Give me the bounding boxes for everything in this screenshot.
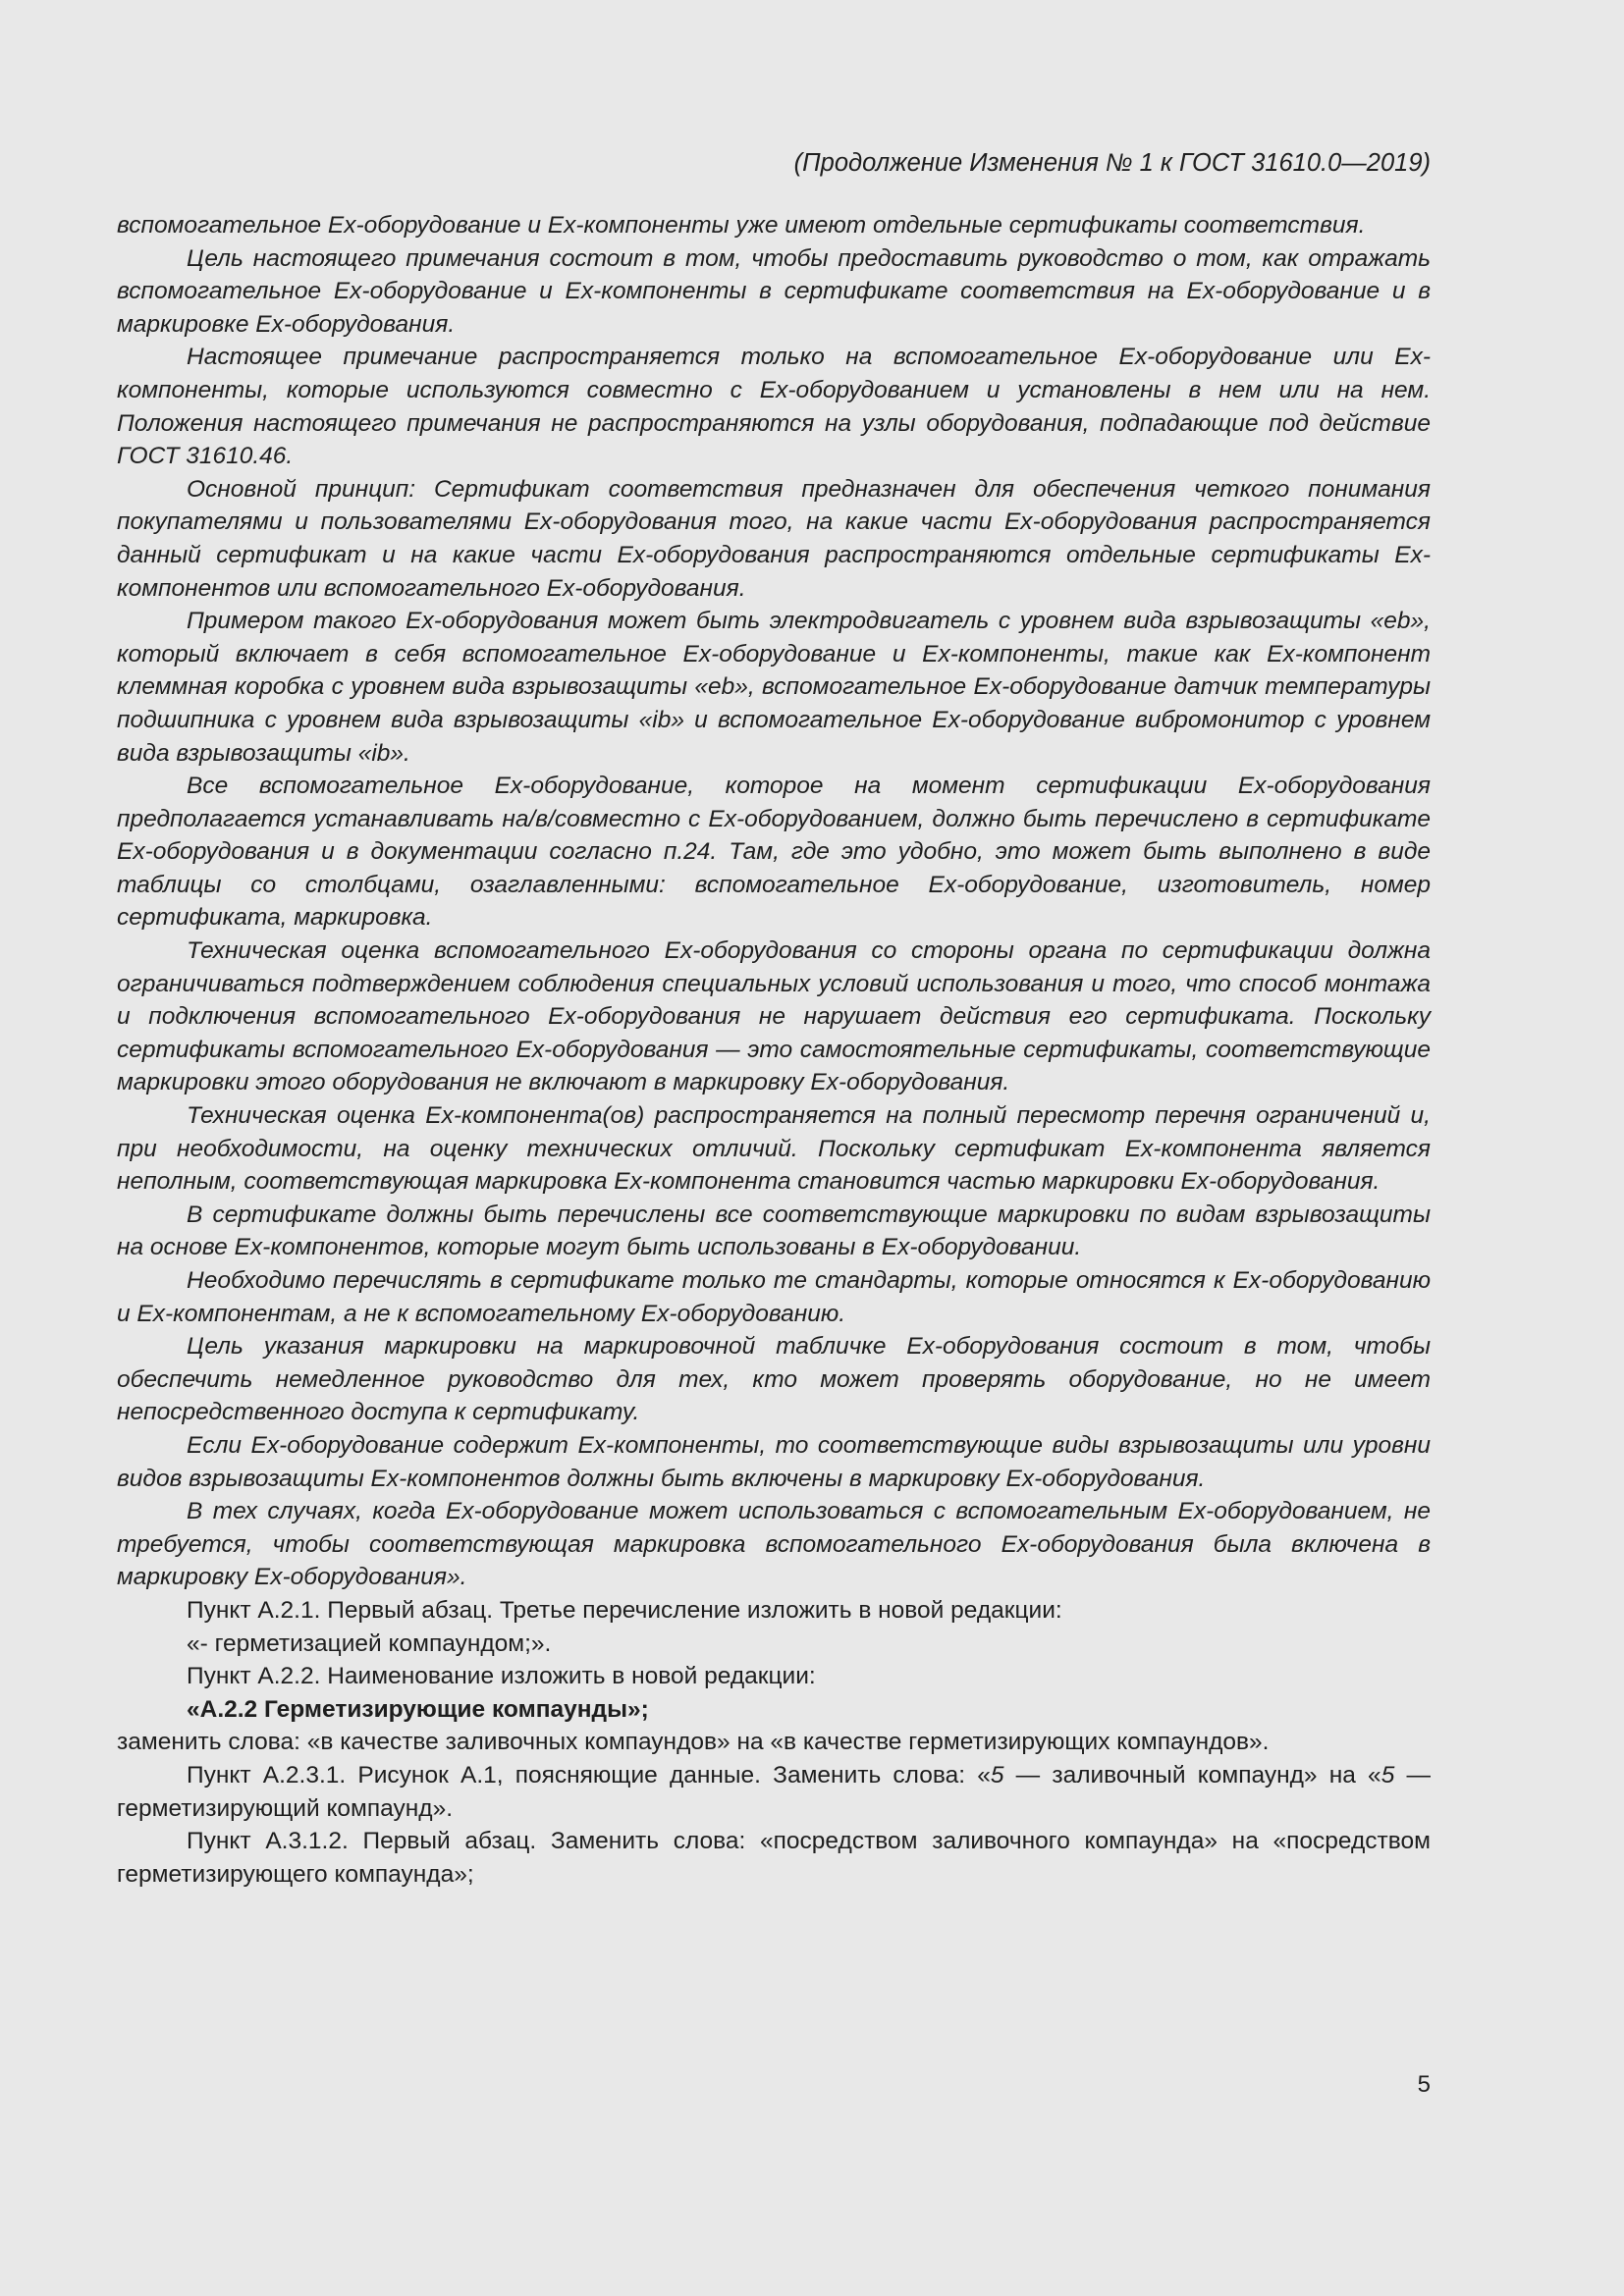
amendment-a222-replace: заменить слова: «в качестве заливочных компаундов» на «в качестве герметизирующих компаундов». <box>117 1729 1270 1756</box>
amendment-a2231-suffix: — герметизирующий компаунд». <box>117 1761 1432 1822</box>
note-paragraph: Основной принцип: Сертификат соответствия предназначен для обеспечения четкого понимания покупателями и пользователями Ex-оборудования того, на какие части Ex-оборудования распространяется данный сертификат и на какие части Ex-оборудования распространяются отдельные сертификаты Ex-компонентов или вспомогательного Ex-оборудования. <box>117 475 1431 602</box>
note-paragraph: Все вспомогательное Ex-оборудование, которое на момент сертификации Ex-оборудования предполагается устанавливать на/в/совместно с Ex-оборудованием, должно быть перечислено в сертификате Ex-оборудования и в документации согласно п.24. Там, где это удобно, это может быть выполнено в виде таблицы со столбцами, озаглавленными: вспомогательное Ex-оборудование, изготовитель, номер сертификата, маркировка. <box>117 773 1431 932</box>
figure-item-number: 5 <box>990 1761 1004 1789</box>
amendment-a312: Пункт А.3.1.2. Первый абзац. Заменить слова: «посредством заливочного компаунда» на «посредством герметизирующего компаунда»; <box>117 1828 1431 1888</box>
note-paragraph: Техническая оценка вспомогательного Ex-оборудования со стороны органа по сертификации должна ограничиваться подтверждением соблюдения специальных условий использования и того, что способ монтажа и подключения вспомогательного Ex-оборудования не нарушает действия его сертификата. Поскольку сертификаты вспомогательного Ex-оборудования — это самостоятельные сертификаты, соответствующие маркировки этого оборудования не включают в маркировку Ex-оборудования. <box>117 937 1431 1096</box>
note-paragraph: В сертификате должны быть перечислены все соответствующие маркировки по видам взрывозащиты на основе Ex-компонентов, которые могут быть использованы в Ex-оборудовании. <box>117 1201 1431 1261</box>
note-paragraph: Цель указания маркировки на маркировочной табличке Ex-оборудования состоит в том, чтобы обеспечить немедленное руководство для тех, кто может проверять оборудование, но не имеет непосредственного доступа к сертификату. <box>117 1333 1431 1426</box>
amendment-a2231-prefix: Пункт А.2.3.1. Рисунок А.1, поясняющие данные. Заменить слова: « <box>187 1761 991 1789</box>
note-paragraph: Необходимо перечислять в сертификате только те стандарты, которые относятся к Ex-оборудованию и Ex-компонентам, а не к вспомогательному Ex-оборудованию. <box>117 1267 1431 1327</box>
amendment-a221-quote: «- герметизацией компаундом;». <box>187 1629 552 1657</box>
note-paragraph: Настоящее примечание распространяется только на вспомогательное Ex-оборудование или Ex-компоненты, которые используются совместно с Ex-оборудованием и установлены в нем или на нем. Положения настоящего примечания не распространяются на узлы оборудования, подпадающие под действие ГОСТ 31610.46. <box>117 344 1431 470</box>
page-header: (Продолжение Изменения № 1 к ГОСТ 31610.0—2019) <box>793 149 1431 177</box>
note-paragraph: вспомогательное Ex-оборудование и Ex-компоненты уже имеют отдельные сертификаты соответствия. <box>117 212 1366 239</box>
note-paragraph: Если Ex-оборудование содержит Ex-компоненты, то соответствующие виды взрывозащиты или уровни видов взрывозащиты Ex-компонентов должны быть включены в маркировку Ex-оборудования. <box>117 1431 1431 1492</box>
document-body <box>117 209 1431 1891</box>
amendment-a2231-mid: — заливочный компаунд» на « <box>1003 1761 1381 1789</box>
amendment-a222: Пункт А.2.2. Наименование изложить в новой редакции: <box>187 1663 816 1690</box>
note-paragraph: Цель настоящего примечания состоит в том, чтобы предоставить руководство о том, как отражать вспомогательное Ex-оборудование и Ex-компоненты в сертификате соответствия на Ex-оборудование и в маркировке Ex-оборудования. <box>117 244 1431 338</box>
page-number: 5 <box>1417 2071 1431 2098</box>
amendment-a221: Пункт А.2.1. Первый абзац. Третье перечисление изложить в новой редакции: <box>187 1596 1062 1624</box>
note-paragraph: Техническая оценка Ex-компонента(ов) распространяется на полный пересмотр перечня ограничений и, при необходимости, на оценку технических отличий. Поскольку сертификат Ex-компонента является неполным, соответствующая маркировка Ex-компонента становится частью маркировки Ex-оборудования. <box>117 1102 1431 1196</box>
note-paragraph: В тех случаях, когда Ex-оборудование может использоваться с вспомогательным Ex-оборудованием, не требуется, чтобы соответствующая маркировка вспомогательного Ex-оборудования была включена в маркировку Ex-оборудования». <box>117 1498 1431 1591</box>
note-paragraph: Примером такого Ex-оборудования может быть электродвигатель с уровнем вида взрывозащиты «eb», который включает в себя вспомогательное Ex-оборудование и Ex-компоненты, такие как Ex-компонент клеммная коробка с уровнем вида взрывозащиты «eb», вспомогательное Ex-оборудование датчик температуры подшипника с уровнем вида взрывозащиты «ib» и вспомогательное Ex-оборудование вибромонитор с уровнем вида взрывозащиты «ib». <box>117 608 1431 767</box>
amendment-a2231 <box>117 1759 1431 1825</box>
amendment-a222-heading: «А.2.2 Герметизирующие компаунды»; <box>187 1695 649 1723</box>
document-page <box>117 0 1431 2296</box>
figure-item-number: 5 <box>1380 1761 1395 1789</box>
